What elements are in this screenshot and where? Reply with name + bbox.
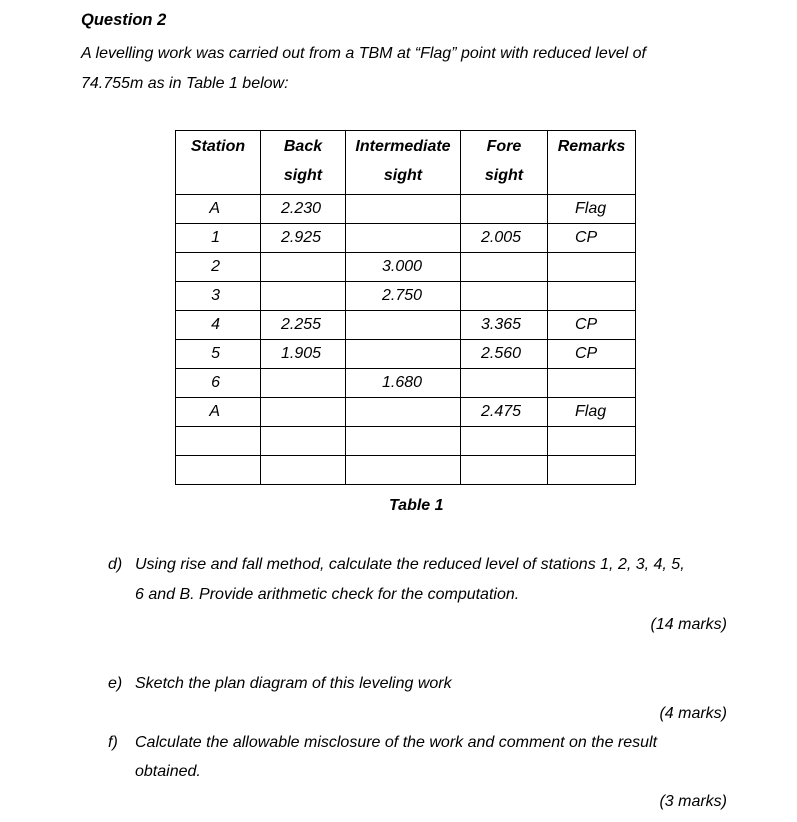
header-fore-sight: Fore sight bbox=[461, 131, 548, 195]
cell-station: 5 bbox=[176, 340, 261, 369]
part-d-line-1 bbox=[108, 556, 685, 574]
cell-remarks: Flag bbox=[548, 398, 636, 427]
header-intermediate-sight: Intermediate sight bbox=[346, 131, 461, 195]
table-row bbox=[176, 224, 636, 253]
header-back-sight: Back sight bbox=[261, 131, 346, 195]
table-row bbox=[176, 340, 636, 369]
cell-fore bbox=[461, 253, 548, 282]
cell-station: 2 bbox=[176, 253, 261, 282]
cell-remarks: CP bbox=[548, 224, 636, 253]
part-d-line-2: 6 and B. Provide arithmetic check for the computation. bbox=[135, 586, 520, 603]
part-e-text: Sketch the plan diagram of this leveling work bbox=[135, 675, 452, 692]
cell-fore: 3.365 bbox=[461, 311, 548, 340]
part-d-marks: (14 marks) bbox=[650, 616, 727, 633]
cell-back: 1.905 bbox=[261, 340, 346, 369]
part-f-text: Calculate the allowable misclosure of the work and comment on the result bbox=[135, 734, 658, 751]
cell-remarks: CP bbox=[548, 340, 636, 369]
intro-line-2: 74.755m as in Table 1 below: bbox=[81, 75, 289, 92]
cell-inter: 3.000 bbox=[346, 253, 461, 282]
cell-remarks: Flag bbox=[548, 195, 636, 224]
table-header-row bbox=[176, 131, 636, 195]
cell-inter: 2.750 bbox=[346, 282, 461, 311]
cell-inter bbox=[346, 224, 461, 253]
cell-station: A bbox=[176, 195, 261, 224]
header-remarks: Remarks bbox=[548, 131, 636, 195]
cell-station: 3 bbox=[176, 282, 261, 311]
cell-back: 2.230 bbox=[261, 195, 346, 224]
cell-remarks bbox=[548, 456, 636, 485]
cell-back bbox=[261, 253, 346, 282]
cell-fore bbox=[461, 427, 548, 456]
cell-inter bbox=[346, 195, 461, 224]
cell-inter: 1.680 bbox=[346, 369, 461, 398]
cell-inter bbox=[346, 456, 461, 485]
cell-fore bbox=[461, 456, 548, 485]
cell-remarks bbox=[548, 369, 636, 398]
cell-fore bbox=[461, 369, 548, 398]
part-f-label: f) bbox=[108, 734, 118, 751]
table-row bbox=[176, 253, 636, 282]
header-station: Station bbox=[176, 131, 261, 195]
cell-back bbox=[261, 369, 346, 398]
cell-remarks: CP bbox=[548, 311, 636, 340]
cell-inter bbox=[346, 340, 461, 369]
part-f-marks: (3 marks) bbox=[659, 793, 727, 810]
part-f-line-2: obtained. bbox=[135, 763, 201, 780]
part-d-text: Using rise and fall method, calculate the reduced level of stations 1, 2, 3, 4, 5, bbox=[135, 556, 685, 573]
cell-fore: 2.475 bbox=[461, 398, 548, 427]
cell-fore: 2.560 bbox=[461, 340, 548, 369]
cell-back: 2.255 bbox=[261, 311, 346, 340]
question-title: Question 2 bbox=[81, 11, 167, 29]
part-d-label: d) bbox=[108, 556, 123, 573]
cell-remarks bbox=[548, 253, 636, 282]
cell-fore bbox=[461, 195, 548, 224]
part-e-marks: (4 marks) bbox=[659, 705, 727, 722]
cell-station bbox=[176, 456, 261, 485]
table-row bbox=[176, 398, 636, 427]
cell-station: 6 bbox=[176, 369, 261, 398]
table-caption: Table 1 bbox=[389, 497, 444, 514]
cell-remarks bbox=[548, 282, 636, 311]
table-row bbox=[176, 456, 636, 485]
cell-station: 4 bbox=[176, 311, 261, 340]
cell-inter bbox=[346, 427, 461, 456]
table-row bbox=[176, 195, 636, 224]
cell-fore bbox=[461, 282, 548, 311]
cell-back bbox=[261, 456, 346, 485]
cell-inter bbox=[346, 398, 461, 427]
levelling-table bbox=[175, 130, 636, 485]
cell-fore: 2.005 bbox=[461, 224, 548, 253]
part-e-line-1 bbox=[108, 675, 452, 693]
intro-line-1: A levelling work was carried out from a TBM at “Flag” point with reduced level of bbox=[81, 45, 646, 62]
table-row bbox=[176, 282, 636, 311]
part-f-line-1 bbox=[108, 734, 657, 752]
cell-station bbox=[176, 427, 261, 456]
cell-station: A bbox=[176, 398, 261, 427]
table-row bbox=[176, 311, 636, 340]
table-row bbox=[176, 427, 636, 456]
cell-station: 1 bbox=[176, 224, 261, 253]
cell-inter bbox=[346, 311, 461, 340]
cell-back bbox=[261, 398, 346, 427]
cell-back: 2.925 bbox=[261, 224, 346, 253]
part-e-label: e) bbox=[108, 675, 123, 692]
cell-back bbox=[261, 282, 346, 311]
cell-back bbox=[261, 427, 346, 456]
table-row bbox=[176, 369, 636, 398]
cell-remarks bbox=[548, 427, 636, 456]
